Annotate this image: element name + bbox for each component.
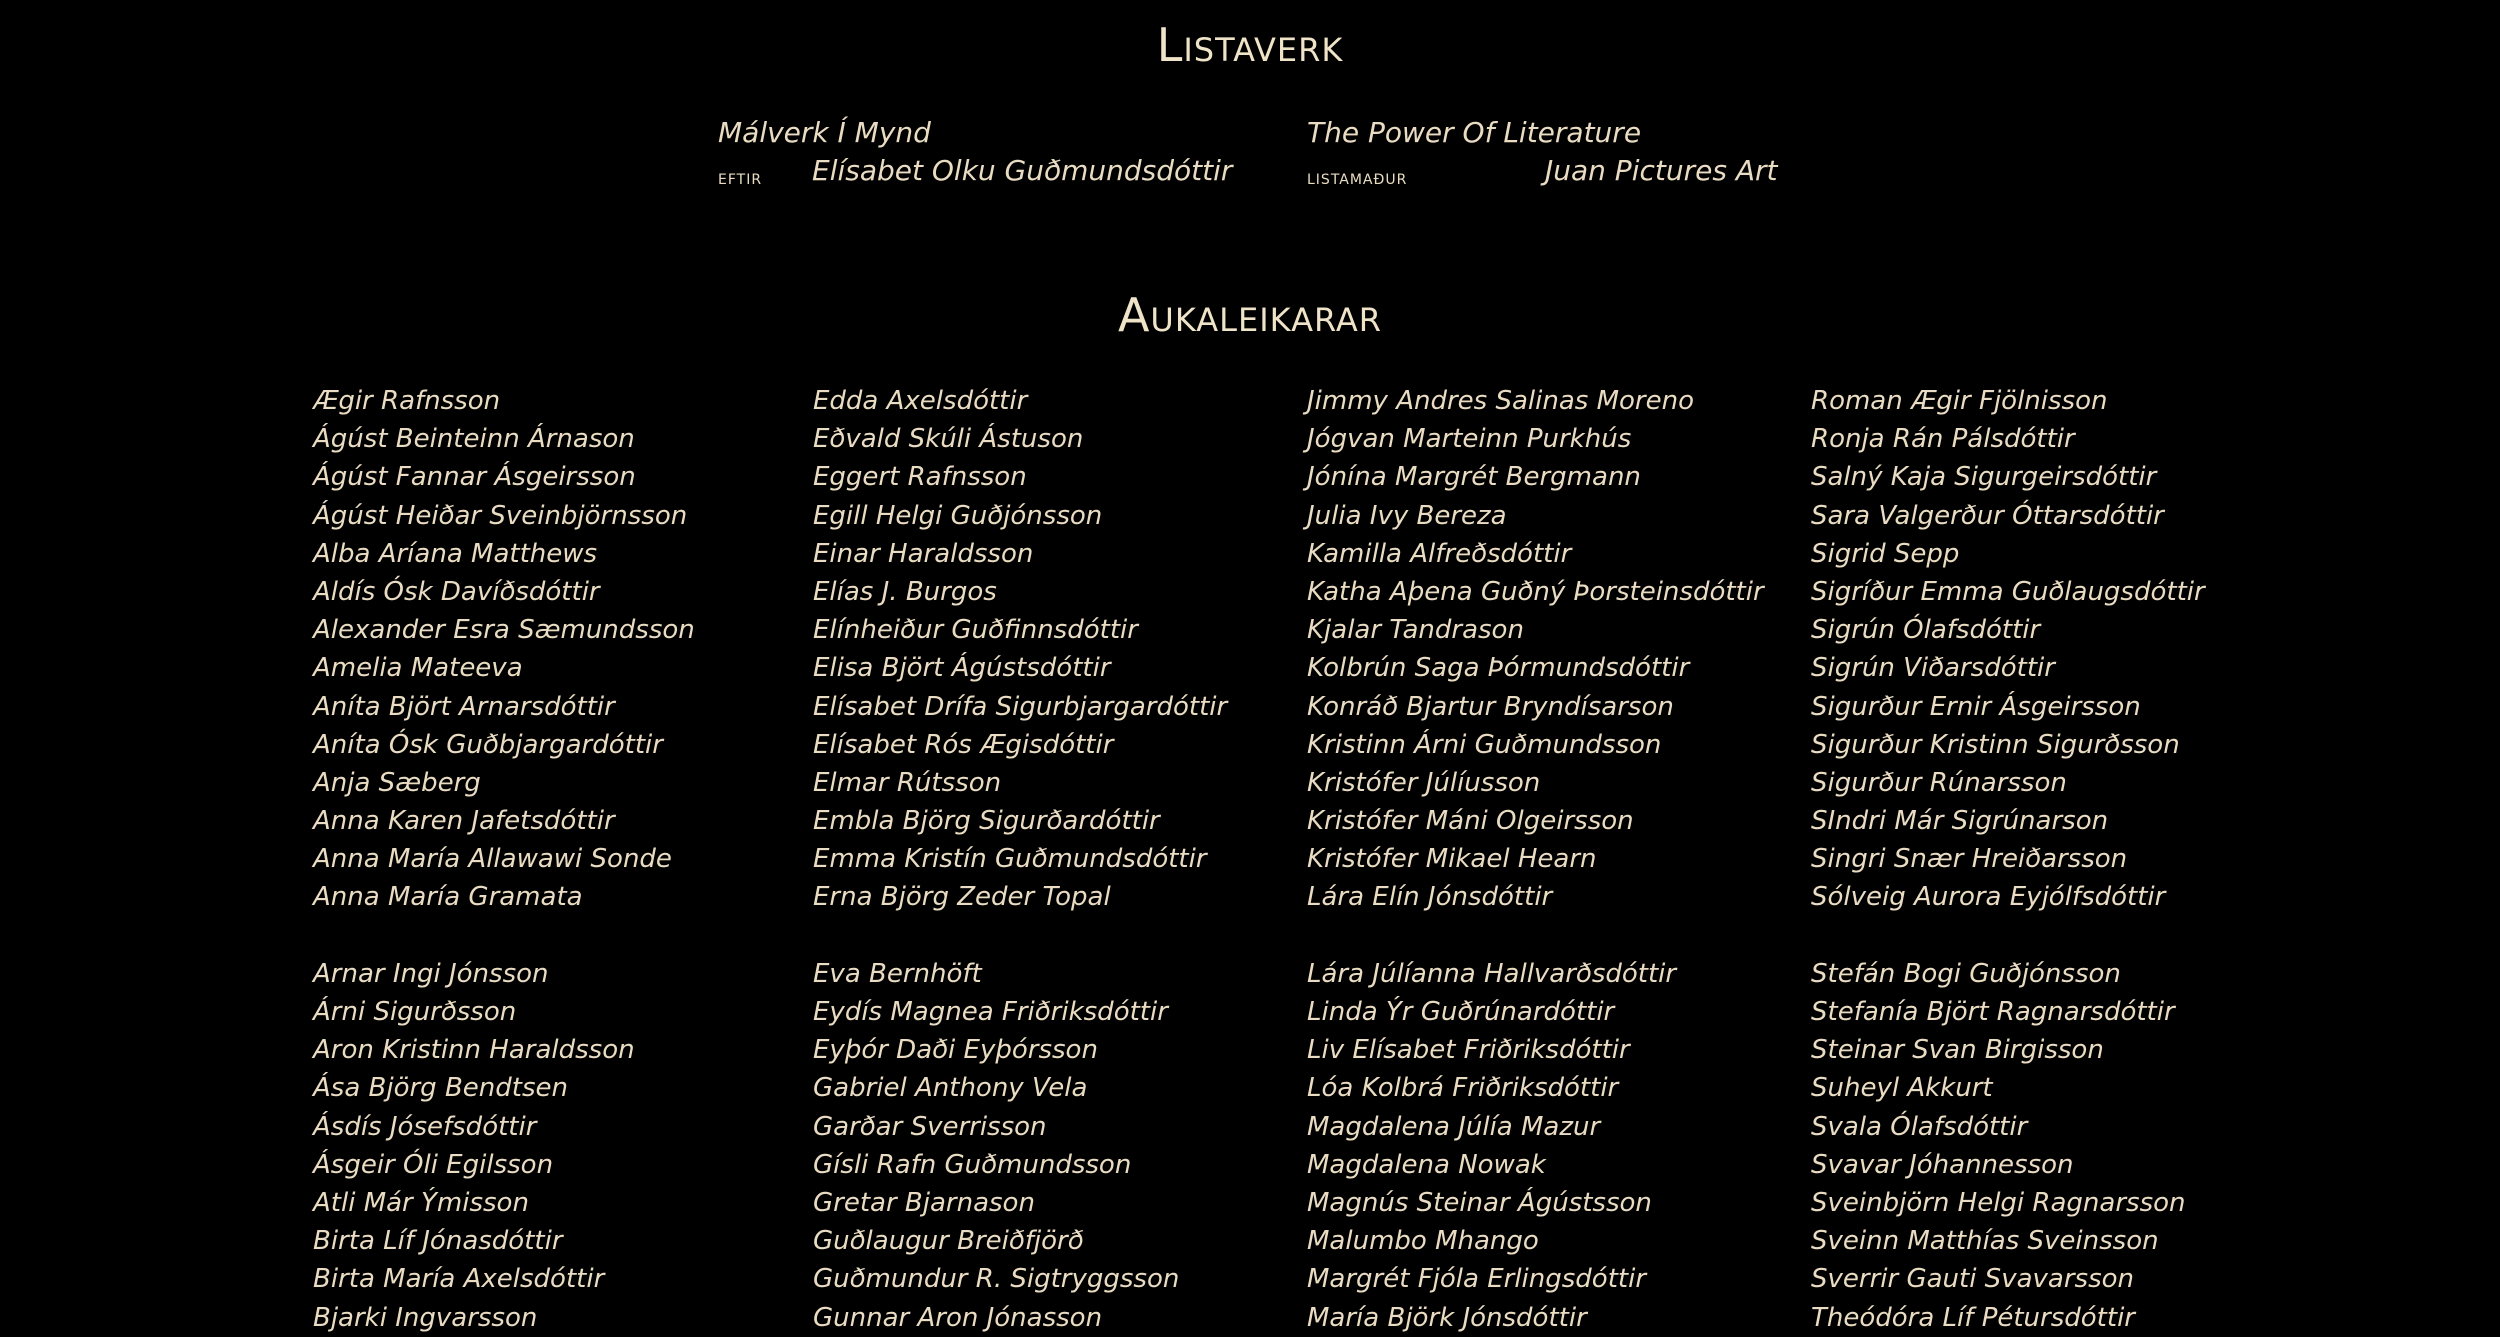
cast-member-name: Garðar Sverrisson bbox=[813, 1111, 1047, 1142]
cast-member-name: Anna María Gramata bbox=[313, 882, 583, 913]
cast-member-name: Aron Kristinn Haraldsson bbox=[313, 1035, 635, 1066]
cast-member-name: Kamilla Alfreðsdóttir bbox=[1307, 538, 1572, 569]
cast-member-name: Amelia Mateeva bbox=[313, 653, 523, 684]
cast-member-name: Sigríður Emma Guðlaugsdóttir bbox=[1811, 576, 2205, 607]
cast-member-name: Sverrir Gauti Svavarsson bbox=[1811, 1264, 2134, 1295]
cast-column bbox=[1307, 382, 1764, 1337]
cast-member-name: Linda Ýr Guðrúnardóttir bbox=[1307, 997, 1615, 1027]
cast-member-name: Lára Elín Jónsdóttir bbox=[1307, 882, 1553, 913]
cast-column bbox=[1811, 382, 2205, 1337]
cast-member-name: Kristófer Máni Olgeirsson bbox=[1307, 806, 1634, 837]
cast-member-name: Lára Júlíanna Hallvarðsdóttir bbox=[1307, 958, 1677, 989]
cast-member-name: Emma Kristín Guðmundsdóttir bbox=[813, 844, 1207, 875]
section-heading-artworks: Listaverk bbox=[1156, 18, 1344, 72]
cast-member-name: Aníta Björt Arnarsdóttir bbox=[313, 691, 615, 722]
cast-member-name: Aldís Ósk Davíðsdóttir bbox=[313, 576, 600, 607]
artwork-title: The Power Of Literature bbox=[1307, 116, 1642, 149]
cast-member-name: Atli Már Ýmisson bbox=[313, 1187, 529, 1218]
cast-member-name: Eyþór Daði Eyþórsson bbox=[813, 1035, 1098, 1066]
cast-member-name: Árni Sigurðsson bbox=[313, 997, 517, 1027]
cast-member-name: Egill Helgi Guðjónsson bbox=[813, 500, 1103, 531]
artwork-creator: Elísabet Olku Guðmundsdóttir bbox=[812, 154, 1233, 187]
cast-member-name: Stefán Bogi Guðjónsson bbox=[1811, 958, 2121, 989]
cast-member-name: Liv Elísabet Friðriksdóttir bbox=[1307, 1035, 1630, 1066]
cast-member-name: Bjarki Ingvarsson bbox=[313, 1302, 538, 1333]
cast-column bbox=[313, 382, 695, 1337]
cast-member-name: Suheyl Akkurt bbox=[1811, 1073, 1993, 1104]
cast-member-name: Aníta Ósk Guðbjargardóttir bbox=[313, 729, 663, 760]
cast-member-name: Margrét Fjóla Erlingsdóttir bbox=[1307, 1264, 1647, 1295]
cast-member-name: Sigurður Rúnarsson bbox=[1811, 767, 2067, 798]
cast-member-name: Arnar Ingi Jónsson bbox=[313, 958, 549, 989]
artwork-role-label: listamaður bbox=[1307, 165, 1408, 189]
cast-member-name: Singri Snær Hreiðarsson bbox=[1811, 844, 2128, 875]
cast-member-name: Ágúst Heiðar Sveinbjörnsson bbox=[313, 500, 688, 531]
cast-member-name: Konráð Bjartur Bryndísarson bbox=[1307, 691, 1674, 722]
cast-member-name: Alexander Esra Sæmundsson bbox=[313, 615, 695, 646]
cast-member-name: Roman Ægir Fjölnisson bbox=[1811, 386, 2108, 416]
cast-member-name: Svala Ólafsdóttir bbox=[1811, 1111, 2028, 1142]
cast-member-name: Sigrid Sepp bbox=[1811, 538, 1960, 569]
cast-member-name: Sigrún Ólafsdóttir bbox=[1811, 615, 2041, 646]
section-heading-cast: Aukaleikarar bbox=[1117, 288, 1383, 342]
cast-member-name: Sigurður Ernir Ásgeirsson bbox=[1811, 691, 2141, 722]
cast-member-name: Ronja Rán Pálsdóttir bbox=[1811, 424, 2075, 455]
cast-member-name: Guðmundur R. Sigtryggsson bbox=[813, 1264, 1180, 1295]
cast-member-name: Sveinn Matthías Sveinsson bbox=[1811, 1226, 2159, 1257]
cast-member-name: Svavar Jóhannesson bbox=[1811, 1149, 2074, 1180]
cast-member-name: Birta María Axelsdóttir bbox=[313, 1264, 605, 1295]
cast-member-name: Gísli Rafn Guðmundsson bbox=[813, 1149, 1132, 1180]
cast-member-name: Katha Aþena Guðný Þorsteinsdóttir bbox=[1307, 576, 1764, 607]
cast-member-name: Elmar Rútsson bbox=[813, 767, 1002, 798]
cast-member-name: Magdalena Júlía Mazur bbox=[1307, 1111, 1601, 1142]
cast-member-name: SIndri Már Sigrúnarson bbox=[1811, 806, 2109, 837]
cast-member-name: Ása Björg Bendtsen bbox=[313, 1073, 568, 1104]
cast-member-name: Anja Sæberg bbox=[313, 767, 481, 798]
cast-member-name: Kristófer Júlíusson bbox=[1307, 767, 1541, 798]
cast-member-name: Ágúst Beinteinn Árnason bbox=[313, 424, 635, 455]
cast-member-name: Birta Líf Jónasdóttir bbox=[313, 1226, 563, 1257]
cast-member-name: Gabriel Anthony Vela bbox=[813, 1073, 1088, 1104]
cast-member-name: Embla Björg Sigurðardóttir bbox=[813, 806, 1160, 837]
cast-member-name: Malumbo Mhango bbox=[1307, 1226, 1539, 1257]
artwork-title: Málverk Í Mynd bbox=[718, 116, 931, 149]
cast-member-name: Ægir Rafnsson bbox=[313, 386, 501, 416]
cast-member-name: Steinar Svan Birgisson bbox=[1811, 1035, 2104, 1066]
cast-member-name: Ásdís Jósefsdóttir bbox=[313, 1111, 537, 1142]
cast-member-name: Anna María Allawawi Sonde bbox=[313, 844, 672, 875]
cast-member-name: Eggert Rafnsson bbox=[813, 462, 1027, 493]
cast-member-name: Julia Ivy Bereza bbox=[1307, 500, 1507, 531]
cast-member-name: Sigrún Viðarsdóttir bbox=[1811, 653, 2055, 684]
cast-member-name: Kolbrún Saga Þórmundsdóttir bbox=[1307, 653, 1690, 684]
cast-member-name: Sólveig Aurora Eyjólfsdóttir bbox=[1811, 882, 2166, 913]
cast-member-name: Einar Haraldsson bbox=[813, 538, 1034, 569]
cast-member-name: Alba Aríana Matthews bbox=[313, 538, 598, 569]
cast-member-name: Lóa Kolbrá Friðriksdóttir bbox=[1307, 1073, 1619, 1104]
cast-column bbox=[813, 382, 1227, 1337]
cast-member-name: Sara Valgerður Óttarsdóttir bbox=[1811, 500, 2164, 531]
cast-member-name: Eðvald Skúli Ástuson bbox=[813, 424, 1084, 455]
cast-member-name: Eydís Magnea Friðriksdóttir bbox=[813, 997, 1168, 1027]
artwork-role-label: eftir bbox=[718, 165, 763, 189]
cast-member-name: Jimmy Andres Salinas Moreno bbox=[1307, 386, 1694, 416]
cast-member-name: Guðlaugur Breiðfjörð bbox=[813, 1226, 1084, 1257]
cast-member-name: Elías J. Burgos bbox=[813, 576, 997, 607]
cast-member-name: Kjalar Tandrason bbox=[1307, 615, 1524, 646]
cast-member-name: Kristófer Mikael Hearn bbox=[1307, 844, 1597, 875]
cast-member-name: María Björk Jónsdóttir bbox=[1307, 1302, 1587, 1333]
cast-member-name: Ágúst Fannar Ásgeirsson bbox=[313, 462, 636, 493]
cast-member-name: Gretar Bjarnason bbox=[813, 1187, 1035, 1218]
cast-member-name: Stefanía Björt Ragnarsdóttir bbox=[1811, 997, 2175, 1027]
cast-member-name: Edda Axelsdóttir bbox=[813, 386, 1028, 416]
cast-member-name: Kristinn Árni Guðmundsson bbox=[1307, 729, 1662, 760]
cast-member-name: Eva Bernhöft bbox=[813, 958, 982, 989]
cast-member-name: Elínheiður Guðfinnsdóttir bbox=[813, 615, 1138, 646]
cast-member-name: Elísabet Drífa Sigurbjargardóttir bbox=[813, 691, 1228, 722]
cast-member-name: Gunnar Aron Jónasson bbox=[813, 1302, 1103, 1333]
cast-member-name: Anna Karen Jafetsdóttir bbox=[313, 806, 615, 837]
cast-member-name: Magdalena Nowak bbox=[1307, 1149, 1546, 1180]
cast-member-name: Erna Björg Zeder Topal bbox=[813, 882, 1111, 913]
cast-member-name: Theódóra Líf Pétursdóttir bbox=[1811, 1302, 2135, 1333]
cast-member-name: Elísabet Rós Ægisdóttir bbox=[813, 729, 1114, 760]
cast-member-name: Sigurður Kristinn Sigurðsson bbox=[1811, 729, 2180, 760]
cast-member-name: Elisa Björt Ágústsdóttir bbox=[813, 653, 1111, 684]
cast-member-name: Jónína Margrét Bergmann bbox=[1307, 462, 1641, 493]
cast-member-name: Ásgeir Óli Egilsson bbox=[313, 1149, 554, 1180]
cast-member-name: Salný Kaja Sigurgeirsdóttir bbox=[1811, 462, 2157, 493]
cast-member-name: Sveinbjörn Helgi Ragnarsson bbox=[1811, 1187, 2186, 1218]
cast-member-name: Jógvan Marteinn Purkhús bbox=[1307, 424, 1632, 455]
cast-member-name: Magnús Steinar Ágústsson bbox=[1307, 1187, 1652, 1218]
artwork-creator: Juan Pictures Art bbox=[1545, 154, 1778, 187]
